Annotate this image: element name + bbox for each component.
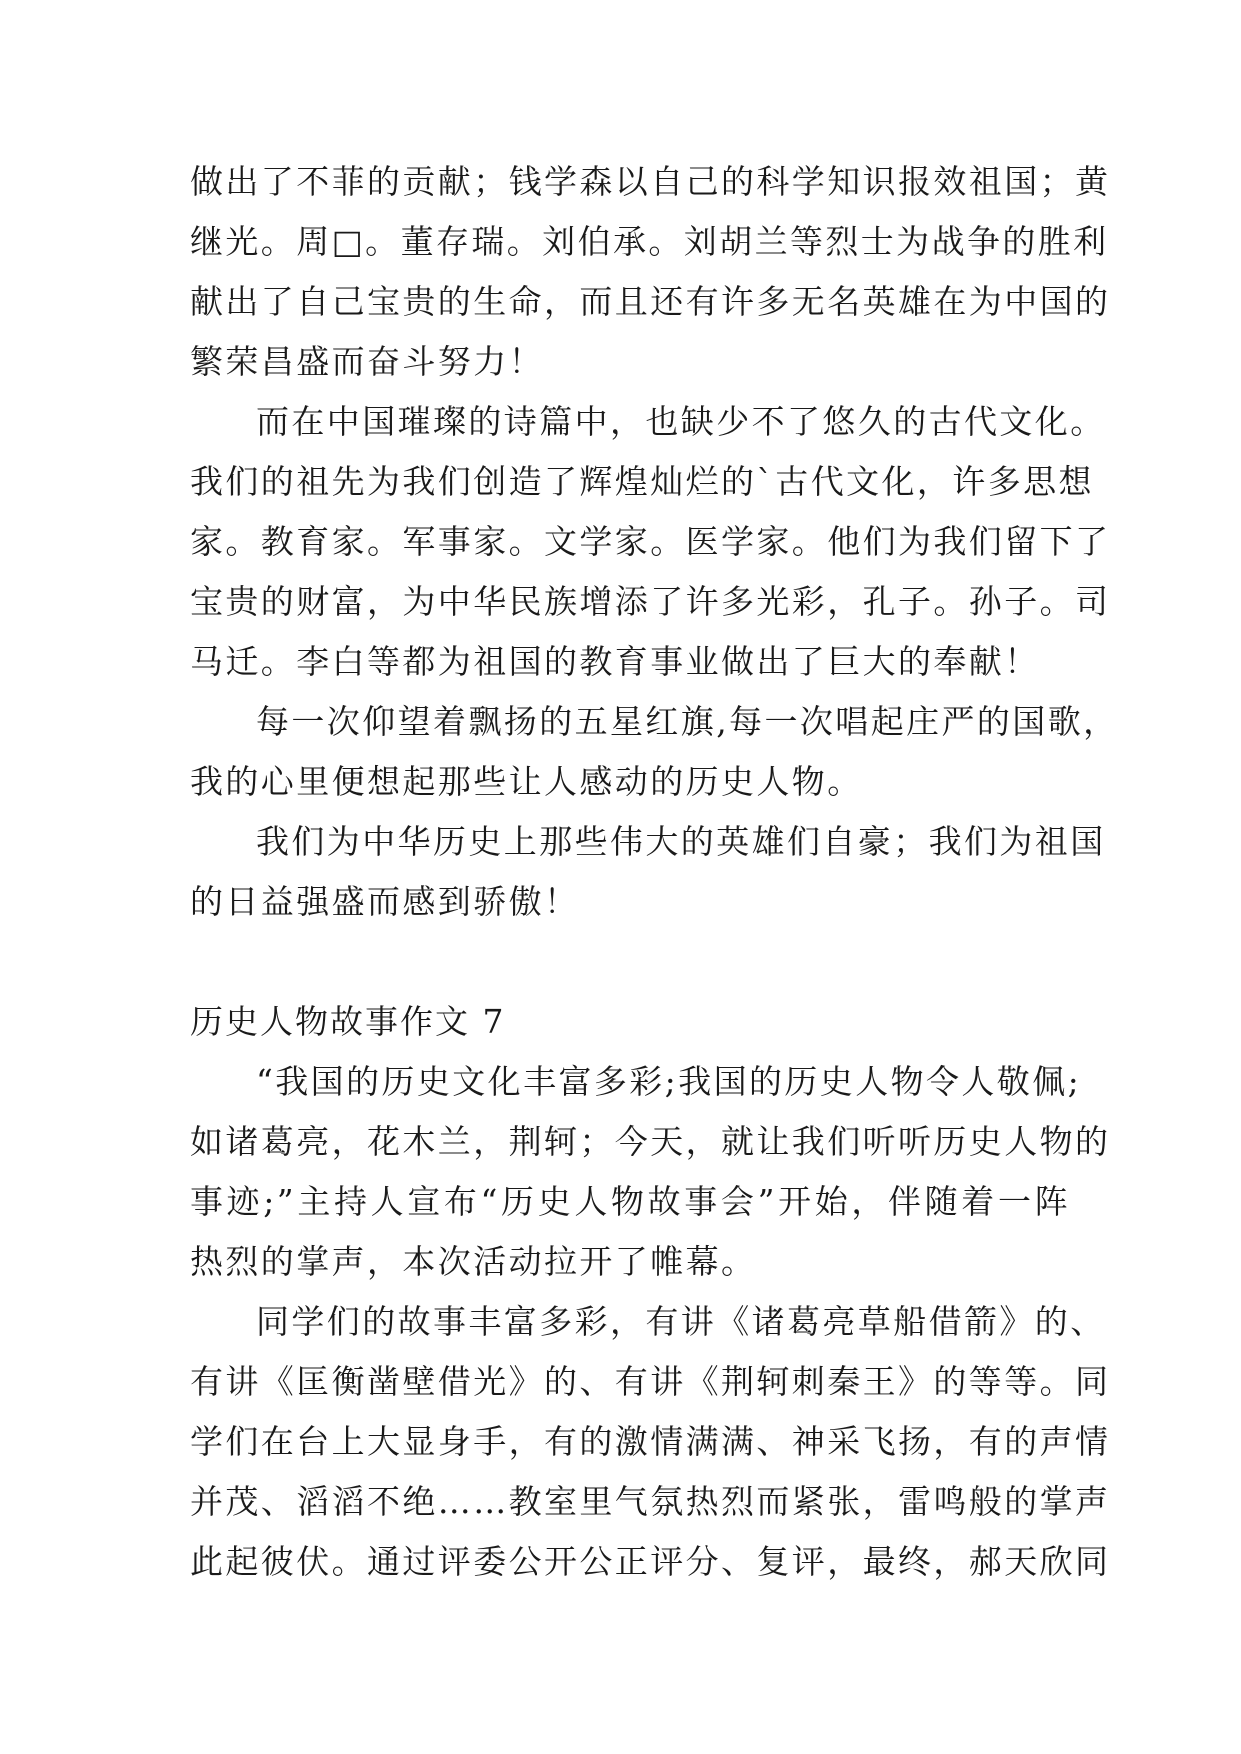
text-line: 家。教育家。军事家。文学家。医学家。他们为我们留下了 <box>190 522 1111 561</box>
text-line: 的日益强盛而感到骄傲！ <box>190 882 580 921</box>
text-line: 每一次仰望着飘扬的五星红旗,每一次唱起庄严的国歌， <box>256 702 1119 741</box>
text-line: 我的心里便想起那些让人感动的历史人物。 <box>190 762 863 801</box>
paragraph-stories <box>190 1292 1111 1592</box>
text-line: 繁荣昌盛而奋斗努力！ <box>190 342 544 381</box>
text-line: 有讲《匡衡凿壁借光》的、有讲《荆轲刺秦王》的等等。同 <box>190 1362 1111 1401</box>
paragraph-story-meeting <box>190 1052 1111 1292</box>
document-body <box>190 152 1119 1592</box>
text-line: 学们在台上大显身手，有的激情满满、神采飞扬，有的声情 <box>190 1422 1111 1461</box>
text-line: 并茂、滔滔不绝……教室里气氛热烈而紧张，雷鸣般的掌声 <box>190 1482 1111 1521</box>
text-line: 宝贵的财富，为中华民族增添了许多光彩，孔子。孙子。司 <box>190 582 1111 621</box>
text-line: 我们的祖先为我们创造了辉煌灿烂的`古代文化，许多思想 <box>190 462 1094 501</box>
text-line: 如诸葛亮，花木兰，荆轲；今天，就让我们听听历史人物的 <box>190 1122 1111 1161</box>
paragraph-pride <box>190 812 1106 932</box>
paragraph-flag <box>190 692 1119 812</box>
text-line: 献出了自己宝贵的生命，而且还有许多无名英雄在为中国的 <box>190 282 1111 321</box>
text-line: 继光。周□。董存瑞。刘伯承。刘胡兰等烈士为战争的胜利 <box>190 222 1109 261</box>
text-line: 我们为中华历史上那些伟大的英雄们自豪；我们为祖国 <box>256 822 1106 861</box>
text-line: “我国的历史文化丰富多彩;我国的历史人物令人敬佩; <box>256 1062 1082 1101</box>
text-line: 此起彼伏。通过评委公开公正评分、复评，最终，郝天欣同 <box>190 1542 1111 1581</box>
text-line: 而在中国璀璨的诗篇中，也缺少不了悠久的古代文化。 <box>256 402 1106 441</box>
text-line: 热烈的掌声，本次活动拉开了帷幕。 <box>190 1242 757 1281</box>
text-line: 事迹;”主持人宣布“历史人物故事会”开始，伴随着一阵 <box>190 1182 1070 1221</box>
text-line: 做出了不菲的贡献；钱学森以自己的科学知识报效祖国；黄 <box>190 162 1111 201</box>
text-line: 马迁。李白等都为祖国的教育事业做出了巨大的奉献！ <box>190 642 1040 681</box>
text-line: 同学们的故事丰富多彩，有讲《诸葛亮草船借箭》的、 <box>256 1302 1106 1341</box>
paragraph-contributions <box>190 152 1111 392</box>
paragraph-ancient-culture <box>190 392 1111 692</box>
section-title: 历史人物故事作文 7 <box>190 1002 506 1041</box>
